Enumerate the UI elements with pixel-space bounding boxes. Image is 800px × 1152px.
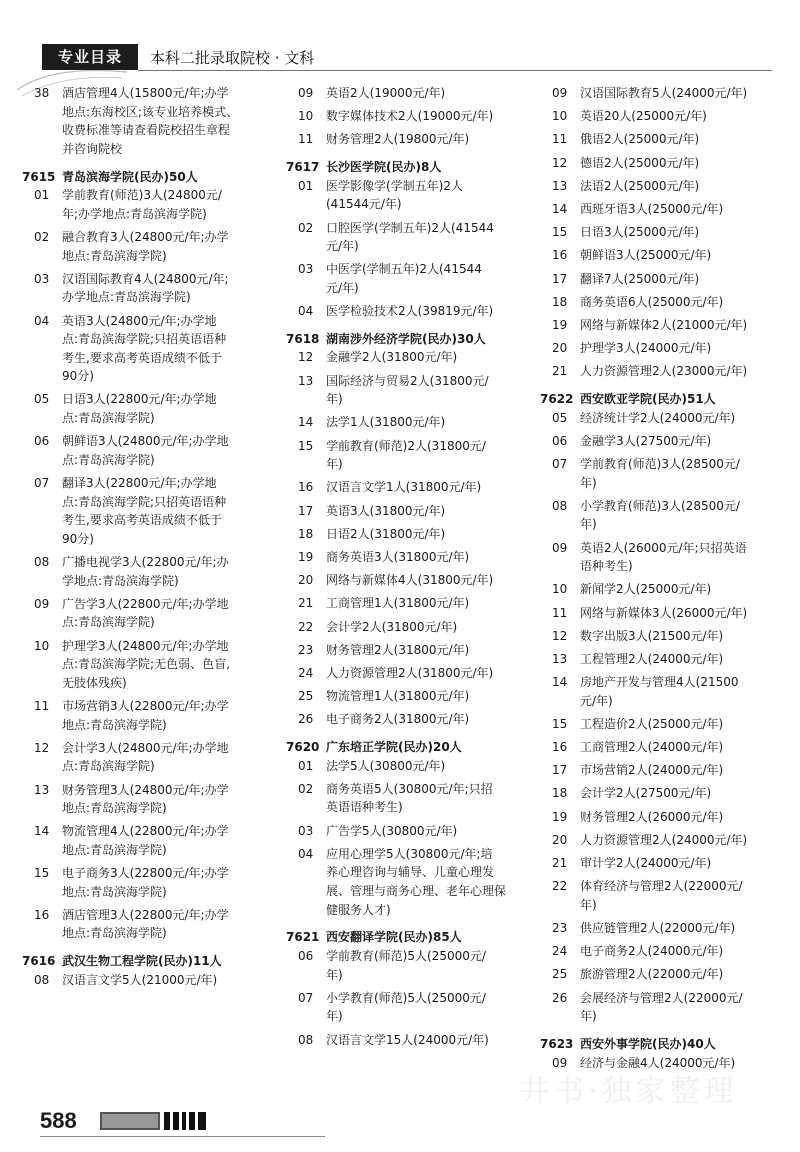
major-text: 广播电视学3人(22800元/年;办 学地点:青岛滨海学院) — [62, 555, 229, 588]
major-text: 会计学2人(31800元/年) — [326, 619, 458, 634]
page-number: 588 — [40, 1108, 77, 1133]
major-number: 23 — [552, 920, 568, 935]
header-title: 本科二批录取院校 · 文科 — [150, 49, 315, 67]
major-number: 15 — [34, 866, 50, 881]
major-text: 汉语言文学15人(24000元/年) — [326, 1032, 489, 1047]
major-number: 07 — [552, 457, 568, 471]
major-text: 学前教育(师范)5人(25000元/ 年) — [326, 948, 486, 982]
major-text: 朝鲜语3人(25000元/年) — [580, 248, 712, 263]
major-number: 08 — [34, 972, 50, 987]
major-entry — [286, 641, 540, 660]
school-code: 7617 — [286, 160, 320, 175]
major-number: 18 — [552, 294, 568, 309]
major-text: 英语3人(31800元/年) — [326, 503, 446, 518]
major-number: 17 — [552, 271, 568, 286]
major-number: 14 — [552, 675, 568, 690]
major-entry — [540, 854, 780, 873]
major-entry — [286, 822, 540, 841]
major-number: 19 — [552, 809, 568, 824]
major-number: 26 — [552, 990, 568, 1005]
major-text: 学前教育(师范)2人(31800元/ 年) — [326, 438, 486, 472]
major-text: 财务管理2人(19800元/年) — [326, 132, 470, 147]
major-text: 网络与新媒体2人(21000元/年) — [580, 317, 748, 332]
major-entry — [540, 432, 780, 451]
major-entry — [286, 845, 540, 919]
school-name: 湖南涉外经济学院(民办)30人 — [326, 331, 486, 346]
column-2 — [286, 84, 540, 1054]
major-entry — [540, 673, 780, 710]
major-entry — [286, 84, 540, 103]
major-text: 英语3人(24800元/年;办学地 点:青岛滨海学院;只招英语语种 考生,要求高考英语成绩不低于 90分) — [62, 313, 227, 384]
major-number: 07 — [34, 476, 50, 491]
school-heading — [286, 928, 540, 947]
major-text: 商务英语3人(31800元/年) — [326, 549, 470, 564]
major-number: 17 — [298, 503, 314, 518]
major-text: 金融学3人(27500元/年) — [580, 433, 712, 448]
school-name: 西安欧亚学院(民办)51人 — [580, 392, 716, 407]
school-heading — [22, 168, 284, 187]
school-code: 7616 — [22, 954, 56, 969]
school-code: 7622 — [540, 392, 574, 407]
major-entry — [22, 186, 284, 223]
major-number: 10 — [552, 582, 568, 597]
school-name: 西安外事学院(民办)40人 — [580, 1036, 716, 1051]
major-entry — [540, 293, 780, 312]
major-text: 人力资源管理2人(24000元/年) — [580, 832, 748, 847]
major-number: 22 — [552, 879, 568, 894]
major-text: 学前教育(师范)3人(28500元/ 年) — [580, 457, 740, 490]
major-number: 01 — [298, 178, 314, 193]
barcode-decoration — [100, 1112, 210, 1130]
major-entry — [22, 553, 284, 590]
major-text: 英语2人(19000元/年) — [326, 86, 446, 100]
major-text: 网络与新媒体3人(26000元/年) — [580, 605, 748, 620]
major-text: 西班牙语3人(25000元/年) — [580, 201, 724, 216]
major-entry — [286, 687, 540, 706]
major-number: 09 — [552, 540, 568, 555]
major-text: 会展经济与管理2人(22000元/ 年) — [580, 990, 743, 1024]
major-number: 19 — [298, 549, 314, 564]
major-number: 19 — [552, 317, 568, 332]
major-entry — [286, 1031, 540, 1050]
major-text: 中医学(学制五年)2人(41544 元/年) — [326, 262, 482, 295]
major-entry — [540, 84, 780, 103]
major-entry — [540, 497, 780, 534]
header-rule — [138, 70, 772, 71]
major-text: 广告学3人(22800元/年;办学地 点:青岛滨海学院) — [62, 596, 229, 630]
major-text: 工程造价2人(25000元/年) — [580, 716, 724, 731]
major-number: 14 — [552, 201, 568, 216]
major-text: 经济与金融4人(24000元/年) — [580, 1055, 736, 1070]
school-name: 长沙医学院(民办)8人 — [326, 160, 442, 175]
major-text: 商务英语5人(30800元/年;只招 英语语种考生) — [326, 781, 493, 815]
major-text: 英语20人(25000元/年) — [580, 109, 707, 124]
major-entry — [286, 618, 540, 637]
school-heading — [286, 158, 540, 177]
major-entry — [540, 761, 780, 780]
major-entry — [286, 947, 540, 984]
major-text: 医学影像学(学制五年)2人 (41544元/年) — [326, 178, 463, 212]
major-text: 工商管理2人(24000元/年) — [580, 740, 724, 755]
major-entry — [540, 223, 780, 242]
major-number: 03 — [298, 823, 314, 838]
major-entry — [22, 312, 284, 386]
major-number: 13 — [552, 651, 568, 666]
major-entry — [286, 372, 540, 409]
major-number: 13 — [298, 373, 314, 388]
major-text: 小学教育(师范)3人(28500元/ 年) — [580, 498, 740, 532]
major-entry — [22, 781, 284, 818]
major-number: 11 — [298, 132, 314, 147]
major-entry — [286, 989, 540, 1026]
major-text: 日语3人(22800元/年;办学地 点:青岛滨海学院) — [62, 392, 217, 426]
school-heading — [286, 330, 540, 349]
major-text: 法学1人(31800元/年) — [326, 415, 446, 430]
major-number: 16 — [298, 480, 314, 495]
major-number: 10 — [298, 109, 314, 124]
major-number: 21 — [552, 364, 568, 379]
major-number: 11 — [552, 605, 568, 620]
column-1 — [22, 84, 284, 994]
major-number: 25 — [552, 967, 568, 982]
major-number: 01 — [34, 188, 50, 203]
major-text: 护理学3人(24000元/年) — [580, 341, 712, 356]
major-number: 03 — [298, 262, 314, 277]
major-text: 融合教育3人(24800元/年;办学 地点:青岛滨海学院) — [62, 229, 229, 263]
major-entry — [286, 260, 540, 297]
major-entry — [540, 270, 780, 289]
major-text: 汉语国际教育5人(24000元/年) — [580, 86, 748, 100]
section-badge: 专业目录 — [42, 44, 138, 70]
major-number: 15 — [552, 716, 568, 731]
major-text: 物流管理4人(22800元/年;办学 地点:青岛滨海学院) — [62, 824, 229, 857]
major-entry — [22, 270, 284, 307]
major-entry — [286, 107, 540, 126]
major-number: 06 — [552, 433, 568, 448]
major-number: 07 — [298, 990, 314, 1005]
major-number: 05 — [34, 392, 50, 407]
major-number: 14 — [34, 824, 50, 839]
major-text: 电子商务3人(22800元/年;办学 地点:青岛滨海学院) — [62, 866, 229, 899]
major-text: 日语2人(31800元/年) — [326, 526, 446, 541]
page-header — [42, 44, 772, 72]
major-number: 18 — [552, 786, 568, 801]
major-number: 03 — [34, 271, 50, 286]
major-number: 02 — [298, 781, 314, 796]
major-number: 12 — [552, 628, 568, 643]
major-number: 13 — [552, 178, 568, 193]
major-text: 翻译7人(25000元/年) — [580, 271, 700, 286]
major-text: 应用心理学5人(30800元/年;培 养心理咨询与辅导、儿童心理发 展、管理与商务心理、老年心理保 健服务人才) — [326, 846, 507, 917]
major-text: 广告学5人(30800元/年) — [326, 823, 458, 838]
footer-rule — [40, 1136, 325, 1137]
school-name: 西安翻译学院(民办)85人 — [326, 930, 462, 945]
major-text: 工程管理2人(24000元/年) — [580, 651, 724, 666]
major-text: 汉语国际教育4人(24800元/年; 办学地点:青岛滨海学院) — [62, 271, 229, 305]
major-text: 工商管理1人(31800元/年) — [326, 596, 470, 611]
major-number: 05 — [552, 410, 568, 425]
school-heading — [22, 952, 284, 971]
major-entry — [540, 650, 780, 669]
major-text: 电子商务2人(31800元/年) — [326, 712, 470, 727]
major-entry — [22, 228, 284, 265]
major-entry — [540, 738, 780, 757]
major-entry — [286, 219, 540, 256]
major-number: 01 — [298, 758, 314, 773]
major-number: 26 — [298, 712, 314, 727]
watermark-text: 井书·独家整理 — [520, 1074, 738, 1109]
major-entry — [540, 107, 780, 126]
major-number: 20 — [298, 573, 314, 588]
major-entry — [540, 831, 780, 850]
major-entry — [540, 919, 780, 938]
major-text: 旅游管理2人(22000元/年) — [580, 967, 724, 982]
major-number: 09 — [552, 86, 568, 100]
major-entry — [540, 455, 780, 492]
major-number: 11 — [34, 698, 50, 713]
major-entry — [540, 130, 780, 149]
major-entry — [540, 154, 780, 173]
spacer — [286, 1049, 540, 1054]
major-text: 俄语2人(25000元/年) — [580, 132, 700, 147]
major-entry — [286, 302, 540, 321]
major-entry — [540, 177, 780, 196]
major-entry — [22, 390, 284, 427]
major-number: 23 — [298, 642, 314, 657]
major-entry — [286, 571, 540, 590]
major-number: 15 — [298, 438, 314, 453]
major-text: 市场营销2人(24000元/年) — [580, 763, 724, 778]
major-number: 22 — [298, 619, 314, 634]
major-number: 02 — [34, 229, 50, 244]
school-code: 7615 — [22, 169, 56, 184]
major-entry — [22, 864, 284, 901]
major-entry — [286, 502, 540, 521]
major-entry — [286, 177, 540, 214]
school-heading — [540, 390, 780, 409]
major-entry — [540, 246, 780, 265]
major-entry — [540, 200, 780, 219]
school-name: 广东培正学院(民办)20人 — [326, 740, 462, 755]
major-number: 38 — [34, 86, 50, 100]
column-3 — [540, 84, 780, 1077]
major-number: 14 — [298, 415, 314, 430]
major-text: 酒店管理4人(15800元/年;办学 地点:东海校区;该专业培养模式、 收费标准等请查看院校招生章程 并咨询院校 — [62, 86, 239, 156]
major-text: 数字媒体技术2人(19000元/年) — [326, 109, 494, 124]
major-text: 网络与新媒体4人(31800元/年) — [326, 573, 494, 588]
major-text: 酒店管理3人(22800元/年;办学 地点:青岛滨海学院) — [62, 907, 229, 941]
major-number: 12 — [298, 350, 314, 365]
major-text: 朝鲜语3人(24800元/年;办学地 点:青岛滨海学院) — [62, 434, 229, 467]
major-entry — [286, 525, 540, 544]
major-entry — [540, 539, 780, 576]
major-number: 16 — [552, 248, 568, 263]
major-number: 04 — [298, 304, 314, 319]
major-number: 16 — [552, 740, 568, 755]
major-number: 13 — [34, 782, 50, 797]
major-entry — [22, 84, 284, 158]
major-entry — [286, 437, 540, 474]
major-text: 电子商务2人(24000元/年) — [580, 944, 724, 959]
major-number: 09 — [552, 1055, 568, 1070]
major-text: 会计学3人(24800元/年;办学地 点:青岛滨海学院) — [62, 740, 229, 774]
major-text: 人力资源管理2人(31800元/年) — [326, 665, 494, 680]
school-heading — [286, 738, 540, 757]
major-entry — [540, 627, 780, 646]
major-entry — [286, 478, 540, 497]
major-number: 20 — [552, 832, 568, 847]
major-text: 会计学2人(27500元/年) — [580, 786, 712, 801]
major-text: 医学检验技术2人(39819元/年) — [326, 304, 494, 319]
school-code: 7623 — [540, 1036, 574, 1051]
major-text: 国际经济与贸易2人(31800元/ 年) — [326, 373, 489, 407]
major-entry — [22, 595, 284, 632]
major-entry — [22, 432, 284, 469]
major-number: 12 — [34, 740, 50, 755]
school-name: 青岛滨海学院(民办)50人 — [62, 169, 198, 184]
major-text: 法语2人(25000元/年) — [580, 178, 700, 193]
major-entry — [286, 664, 540, 683]
major-number: 15 — [552, 225, 568, 240]
major-entry — [540, 362, 780, 381]
major-text: 人力资源管理2人(23000元/年) — [580, 364, 748, 379]
major-entry — [286, 710, 540, 729]
major-text: 口腔医学(学制五年)2人(41544 元/年) — [326, 220, 494, 254]
major-number: 10 — [34, 638, 50, 653]
major-entry — [540, 965, 780, 984]
major-number: 04 — [298, 846, 314, 861]
major-entry — [22, 971, 284, 990]
major-entry — [286, 757, 540, 776]
major-text: 物流管理1人(31800元/年) — [326, 689, 470, 704]
major-text: 德语2人(25000元/年) — [580, 155, 700, 170]
major-text: 市场营销3人(22800元/年;办学 地点:青岛滨海学院) — [62, 698, 229, 732]
major-entry — [286, 413, 540, 432]
major-text: 财务管理2人(26000元/年) — [580, 809, 724, 824]
major-number: 09 — [298, 86, 314, 100]
major-entry — [286, 780, 540, 817]
major-number: 21 — [298, 596, 314, 611]
major-text: 翻译3人(22800元/年;办学地 点:青岛滨海学院;只招英语语种 考生,要求高考英语成绩不低于 90分) — [62, 476, 227, 546]
major-text: 审计学2人(24000元/年) — [580, 856, 712, 870]
major-entry — [22, 822, 284, 859]
major-entry — [22, 697, 284, 734]
major-number: 12 — [552, 155, 568, 170]
major-text: 英语2人(26000元/年;只招英语 语种考生) — [580, 540, 747, 574]
major-entry — [286, 594, 540, 613]
major-entry — [22, 474, 284, 548]
major-text: 金融学2人(31800元/年) — [326, 350, 458, 365]
major-number: 24 — [552, 944, 568, 959]
major-text: 汉语言文学1人(31800元/年) — [326, 480, 482, 495]
school-name: 武汉生物工程学院(民办)11人 — [62, 954, 222, 969]
major-entry — [540, 316, 780, 335]
major-number: 16 — [34, 907, 50, 922]
major-number: 06 — [34, 434, 50, 449]
major-text: 房地产开发与管理4人(21500 元/年) — [580, 675, 739, 708]
major-number: 06 — [298, 948, 314, 963]
major-number: 02 — [298, 220, 314, 235]
major-entry — [22, 739, 284, 776]
school-code: 7620 — [286, 740, 320, 755]
major-number: 09 — [34, 596, 50, 611]
major-number: 21 — [552, 856, 568, 870]
major-text: 经济统计学2人(24000元/年) — [580, 410, 736, 425]
major-text: 财务管理3人(24800元/年;办学 地点:青岛滨海学院) — [62, 782, 229, 816]
major-number: 20 — [552, 341, 568, 356]
major-text: 体育经济与管理2人(22000元/ 年) — [580, 879, 743, 912]
major-text: 新闻学2人(25000元/年) — [580, 582, 712, 597]
major-number: 18 — [298, 526, 314, 541]
major-entry — [540, 877, 780, 914]
major-text: 供应链管理2人(22000元/年) — [580, 920, 736, 935]
major-text: 数字出版3人(21500元/年) — [580, 628, 724, 643]
major-number: 11 — [552, 132, 568, 147]
major-number: 25 — [298, 689, 314, 704]
major-entry — [540, 808, 780, 827]
page-footer — [40, 1108, 340, 1138]
school-code: 7621 — [286, 930, 320, 945]
major-text: 日语3人(25000元/年) — [580, 225, 700, 240]
major-text: 汉语言文学5人(21000元/年) — [62, 972, 218, 987]
major-entry — [540, 942, 780, 961]
major-number: 17 — [552, 763, 568, 778]
spacer — [22, 989, 284, 994]
major-number: 08 — [298, 1032, 314, 1047]
major-text: 学前教育(师范)3人(24800元/ 年;办学地点:青岛滨海学院) — [62, 188, 222, 221]
major-entry — [540, 409, 780, 428]
major-entry — [22, 906, 284, 943]
major-entry — [540, 580, 780, 599]
major-entry — [286, 548, 540, 567]
major-entry — [540, 784, 780, 803]
major-entry — [22, 637, 284, 693]
major-entry — [286, 348, 540, 367]
major-entry — [286, 130, 540, 149]
major-text: 法学5人(30800元/年) — [326, 758, 446, 773]
major-text: 财务管理2人(31800元/年) — [326, 642, 470, 657]
school-code: 7618 — [286, 331, 320, 346]
major-entry — [540, 604, 780, 623]
major-text: 商务英语6人(25000元/年) — [580, 294, 724, 309]
major-number: 24 — [298, 665, 314, 680]
school-heading — [540, 1035, 780, 1054]
major-entry — [540, 339, 780, 358]
major-entry — [540, 989, 780, 1026]
major-text: 小学教育(师范)5人(25000元/ 年) — [326, 990, 486, 1024]
major-number: 10 — [552, 109, 568, 124]
major-number: 04 — [34, 313, 50, 328]
major-text: 护理学3人(24800元/年;办学地 点:青岛滨海学院;无色弱、色盲, 无肢体残疾) — [62, 638, 230, 690]
major-entry — [540, 715, 780, 734]
major-number: 08 — [34, 555, 50, 569]
major-number: 08 — [552, 498, 568, 513]
